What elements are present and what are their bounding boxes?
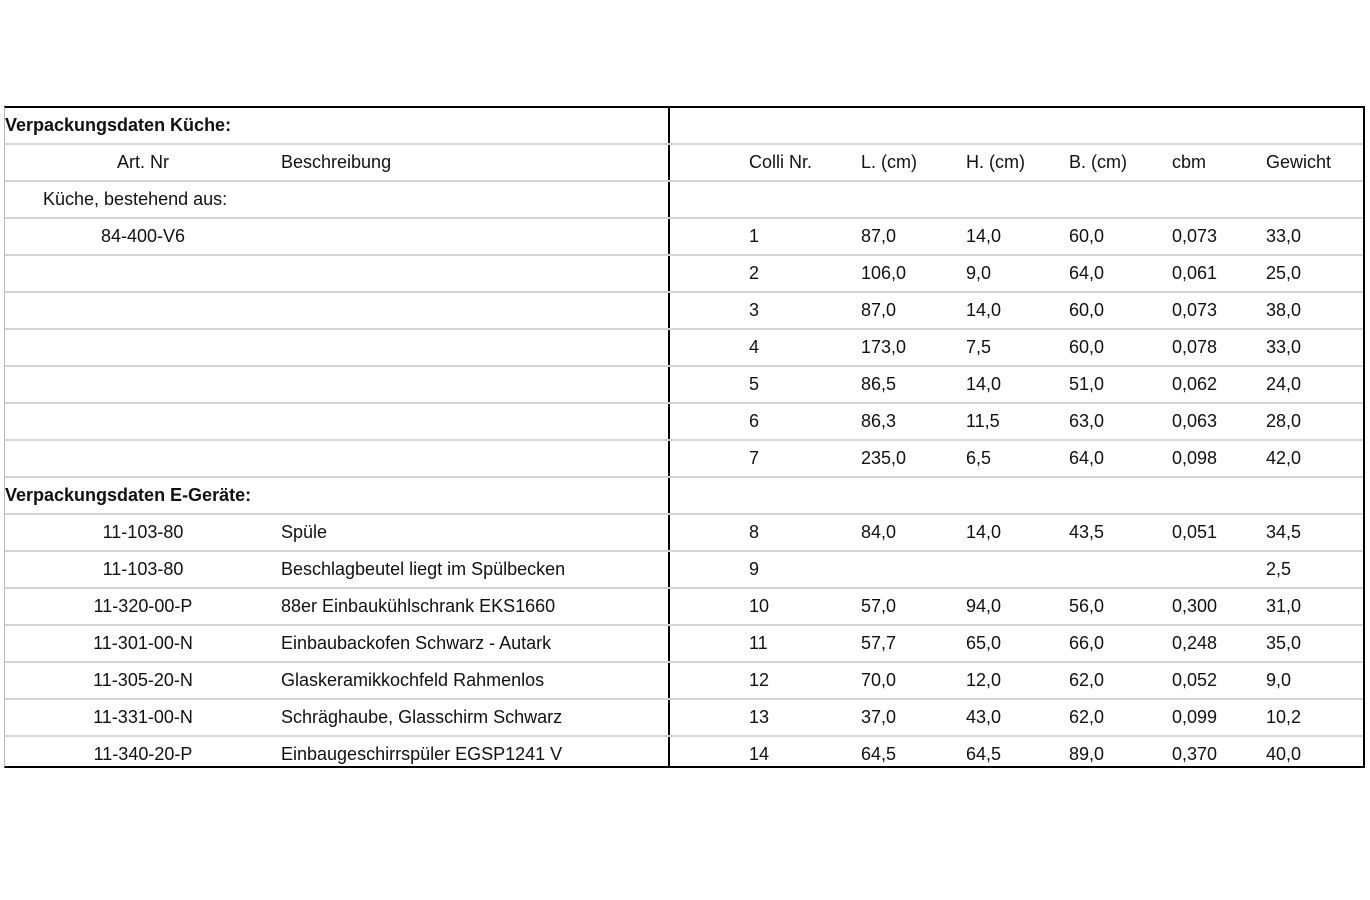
header-art-nr: Art. Nr	[117, 152, 169, 172]
height-cell: 14,0	[966, 226, 1002, 246]
art-nr-cell: 11-305-20-N	[93, 670, 193, 690]
header-beschreibung: Beschreibung	[281, 152, 392, 172]
height-cell: 14,0	[966, 374, 1002, 394]
colli-cell: 4	[749, 337, 760, 357]
kueche-subtitle: Küche, bestehend aus:	[43, 189, 228, 209]
gewicht-cell: 40,0	[1266, 744, 1302, 764]
header-length: L. (cm)	[861, 152, 917, 172]
width-cell: 89,0	[1069, 744, 1105, 764]
beschreibung-cell: Einbaubackofen Schwarz - Autark	[281, 633, 552, 653]
cbm-cell: 0,063	[1172, 411, 1218, 431]
table-row	[5, 552, 1363, 589]
header-row	[5, 145, 1363, 182]
table-row	[5, 330, 1363, 367]
height-cell: 43,0	[966, 707, 1002, 727]
width-cell: 51,0	[1069, 374, 1105, 394]
height-cell: 64,5	[966, 744, 1002, 764]
length-cell: 86,3	[861, 411, 897, 431]
colli-cell: 8	[749, 522, 760, 542]
gewicht-cell: 9,0	[1266, 670, 1292, 690]
section-row-egeraete	[5, 478, 1363, 515]
height-cell: 12,0	[966, 670, 1002, 690]
height-cell: 11,5	[966, 411, 1000, 431]
gewicht-cell: 34,5	[1266, 522, 1302, 542]
colli-cell: 9	[749, 559, 760, 579]
height-cell: 6,5	[966, 448, 992, 468]
table-row	[5, 700, 1363, 737]
packing-data-table	[4, 106, 1365, 768]
length-cell: 173,0	[861, 337, 907, 357]
header-colli: Colli Nr.	[749, 152, 813, 172]
height-cell: 7,5	[966, 337, 992, 357]
section-title-kueche: Verpackungsdaten Küche:	[5, 115, 232, 135]
length-cell: 235,0	[861, 448, 907, 468]
width-cell: 60,0	[1069, 300, 1105, 320]
header-gewicht: Gewicht	[1266, 152, 1332, 172]
cbm-cell: 0,051	[1172, 522, 1218, 542]
table-row	[5, 515, 1363, 552]
gewicht-cell: 24,0	[1266, 374, 1302, 394]
colli-cell: 13	[749, 707, 770, 727]
cbm-cell: 0,099	[1172, 707, 1218, 727]
length-cell: 37,0	[861, 707, 897, 727]
colli-cell: 1	[749, 226, 760, 246]
cbm-cell: 0,062	[1172, 374, 1218, 394]
width-cell: 64,0	[1069, 448, 1105, 468]
gewicht-cell: 25,0	[1266, 263, 1302, 283]
table-row	[5, 626, 1363, 663]
beschreibung-cell: Spüle	[281, 522, 328, 542]
length-cell: 70,0	[861, 670, 897, 690]
table-row	[5, 589, 1363, 626]
art-nr-cell: 11-340-20-P	[93, 744, 193, 764]
cbm-cell: 0,073	[1172, 300, 1218, 320]
table-row	[5, 441, 1363, 478]
colli-cell: 14	[749, 744, 770, 764]
width-cell: 60,0	[1069, 337, 1105, 357]
art-nr-cell: 11-103-80	[102, 559, 184, 579]
header-height: H. (cm)	[966, 152, 1025, 172]
width-cell: 60,0	[1069, 226, 1105, 246]
cbm-cell: 0,078	[1172, 337, 1218, 357]
section-row-kueche	[5, 108, 1363, 145]
beschreibung-cell: Beschlagbeutel liegt im Spülbecken	[281, 559, 566, 579]
art-nr-cell: 11-301-00-N	[93, 633, 193, 653]
width-cell: 62,0	[1069, 670, 1105, 690]
gewicht-cell: 10,2	[1266, 707, 1302, 727]
cbm-cell: 0,061	[1172, 263, 1218, 283]
length-cell: 84,0	[861, 522, 897, 542]
gewicht-cell: 42,0	[1266, 448, 1302, 468]
table-row	[5, 737, 1363, 774]
height-cell: 14,0	[966, 300, 1002, 320]
gewicht-cell: 33,0	[1266, 226, 1302, 246]
length-cell: 86,5	[861, 374, 897, 394]
table-row	[5, 404, 1363, 441]
width-cell: 64,0	[1069, 263, 1105, 283]
gewicht-cell: 35,0	[1266, 633, 1302, 653]
table-row	[5, 256, 1363, 293]
colli-cell: 2	[749, 263, 760, 283]
length-cell: 87,0	[861, 226, 897, 246]
table-row	[5, 293, 1363, 330]
colli-cell: 3	[749, 300, 760, 320]
art-nr-cell: 84-400-V6	[100, 226, 186, 246]
cbm-cell: 0,073	[1172, 226, 1218, 246]
gewicht-cell: 28,0	[1266, 411, 1302, 431]
beschreibung-cell: Schräghaube, Glasschirm Schwarz	[281, 707, 563, 727]
cbm-cell: 0,052	[1172, 670, 1218, 690]
length-cell: 57,0	[861, 596, 897, 616]
height-cell: 65,0	[966, 633, 1002, 653]
table-row	[5, 219, 1363, 256]
cbm-cell: 0,248	[1172, 633, 1218, 653]
table-row	[5, 663, 1363, 700]
art-nr-cell: 11-331-00-N	[93, 707, 193, 727]
colli-cell: 6	[749, 411, 760, 431]
colli-cell: 12	[749, 670, 770, 690]
colli-cell: 5	[749, 374, 760, 394]
length-cell: 57,7	[861, 633, 897, 653]
header-width: B. (cm)	[1069, 152, 1127, 172]
cbm-cell: 0,300	[1172, 596, 1218, 616]
table-row	[5, 367, 1363, 404]
gewicht-cell: 38,0	[1266, 300, 1302, 320]
height-cell: 9,0	[966, 263, 992, 283]
colli-cell: 11	[749, 633, 768, 653]
width-cell: 43,5	[1069, 522, 1105, 542]
cbm-cell: 0,370	[1172, 744, 1218, 764]
art-nr-cell: 11-320-00-P	[93, 596, 193, 616]
kueche-subtitle-row	[5, 182, 1363, 219]
gewicht-cell: 33,0	[1266, 337, 1302, 357]
length-cell: 87,0	[861, 300, 897, 320]
gewicht-cell: 31,0	[1266, 596, 1302, 616]
beschreibung-cell: Glaskeramikkochfeld Rahmenlos	[281, 670, 545, 690]
cbm-cell: 0,098	[1172, 448, 1218, 468]
length-cell: 106,0	[861, 263, 907, 283]
width-cell: 62,0	[1069, 707, 1105, 727]
width-cell: 56,0	[1069, 596, 1105, 616]
width-cell: 66,0	[1069, 633, 1105, 653]
colli-cell: 7	[749, 448, 760, 468]
section-title-egeraete: Verpackungsdaten E-Geräte:	[5, 485, 252, 505]
length-cell: 64,5	[861, 744, 897, 764]
height-cell: 14,0	[966, 522, 1002, 542]
width-cell: 63,0	[1069, 411, 1105, 431]
art-nr-cell: 11-103-80	[102, 522, 184, 542]
beschreibung-cell: 88er Einbaukühlschrank EKS1660	[281, 596, 556, 616]
height-cell: 94,0	[966, 596, 1002, 616]
colli-cell: 10	[749, 596, 770, 616]
header-cbm: cbm	[1172, 152, 1207, 172]
beschreibung-cell: Einbaugeschirrspüler EGSP1241 V	[281, 744, 563, 764]
gewicht-cell: 2,5	[1266, 559, 1292, 579]
